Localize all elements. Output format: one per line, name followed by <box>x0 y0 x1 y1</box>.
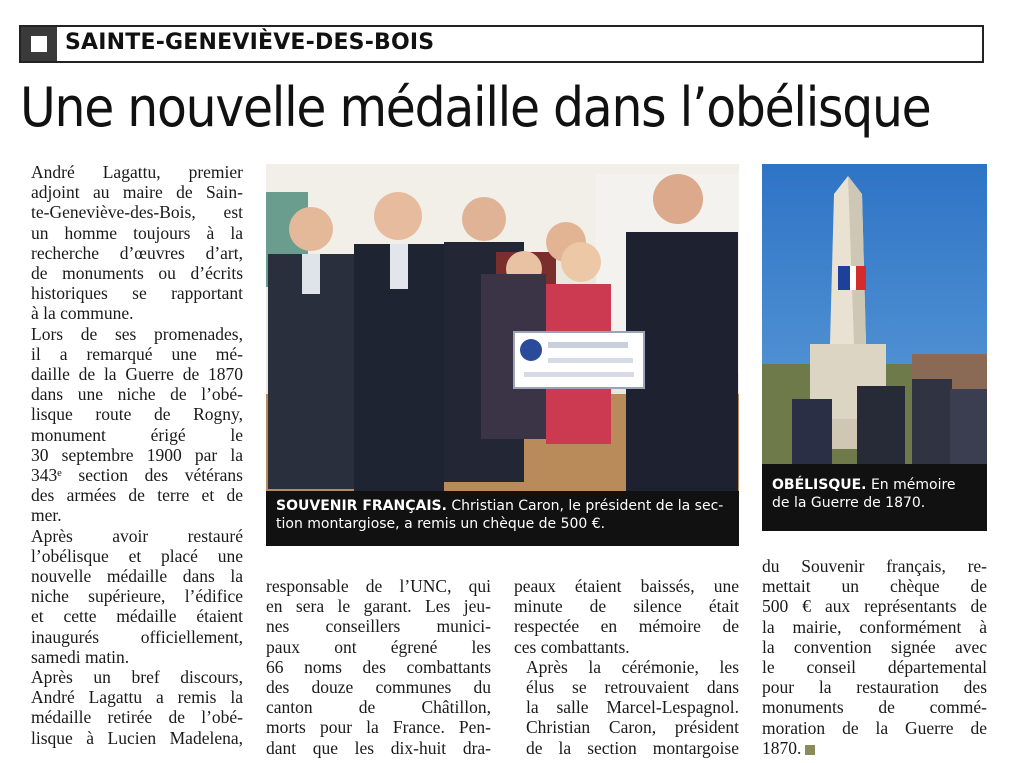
paragraph: Après un bref discours, André Lagattu a remis la médaille retirée de l’obé- lisque à Lucien Madelena, <box>31 667 243 748</box>
headline: Une nouvelle médaille dans l’obélisque <box>20 76 931 139</box>
paragraph: peaux étaient baissés, une minute de silence était respectée en mémoire de ces combattants. <box>514 576 739 657</box>
photo-caption: SOUVENIR FRANÇAIS. Christian Caron, le président de la sec- tion montargiose, a remis un chèque de 500 €. <box>266 491 739 546</box>
paragraph: Après avoir restauré l’obélisque et placé une nouvelle médaille dans la niche supérieure, l’édifice et cette médaille étaient inaugurés officiellement, samedi matin. <box>31 525 243 667</box>
article-column-2 <box>266 576 491 758</box>
paragraph: Après la cérémonie, les élus se retrouvaient dans la salle Marcel-Lespagnol. Christian Caron, président de la section montargoise <box>526 656 739 758</box>
rubric-label: SAINTE-GENEVIÈVE-DES-BOIS <box>65 30 435 55</box>
ceremony-photo <box>266 164 739 546</box>
paragraph: André Lagattu, premier adjoint au maire de Sain- te-Geneviève-des-Bois, est un homme toujours à la recherche d’œuvres d’art, de monuments ou d’écrits historiques se rapportant à la commune. <box>31 162 243 324</box>
paragraph: responsable de l’UNC, qui en sera le garant. Les jeu- nes conseillers munici- paux ont égrené les 66 noms des combattants des douze communes du canton de Châtillon, morts pour la France. Pen- dant que les dix-huit dra- <box>266 576 491 758</box>
rubric-square-icon <box>21 27 57 61</box>
paragraph: Lors de ses promenades, il a remarqué une mé- daille de la Guerre de 1870 dans une niche de l’obé- lisque route de Rogny, monument érigé le 30 septembre 1900 par la 343ᵉ section des vétérans des armées de terre et de mer. <box>31 323 243 526</box>
photo-caption: OBÉLISQUE. En mémoire de la Guerre de 1870. <box>762 464 987 531</box>
paragraph: du Souvenir français, re- mettait un chèque de 500 € aux représentants de la mairie, conformément à la convention signée avec le conseil départemental pour la restauration des monuments de commé- moration de la Guerre de 1870. <box>762 556 987 758</box>
section-rubric <box>19 25 984 63</box>
ceremony-photo-image <box>266 164 739 546</box>
article-column-4 <box>762 556 987 758</box>
article-column-1 <box>19 162 243 748</box>
end-of-article-icon <box>805 745 815 755</box>
article-column-3 <box>514 576 739 758</box>
obelisk-photo <box>762 164 987 531</box>
